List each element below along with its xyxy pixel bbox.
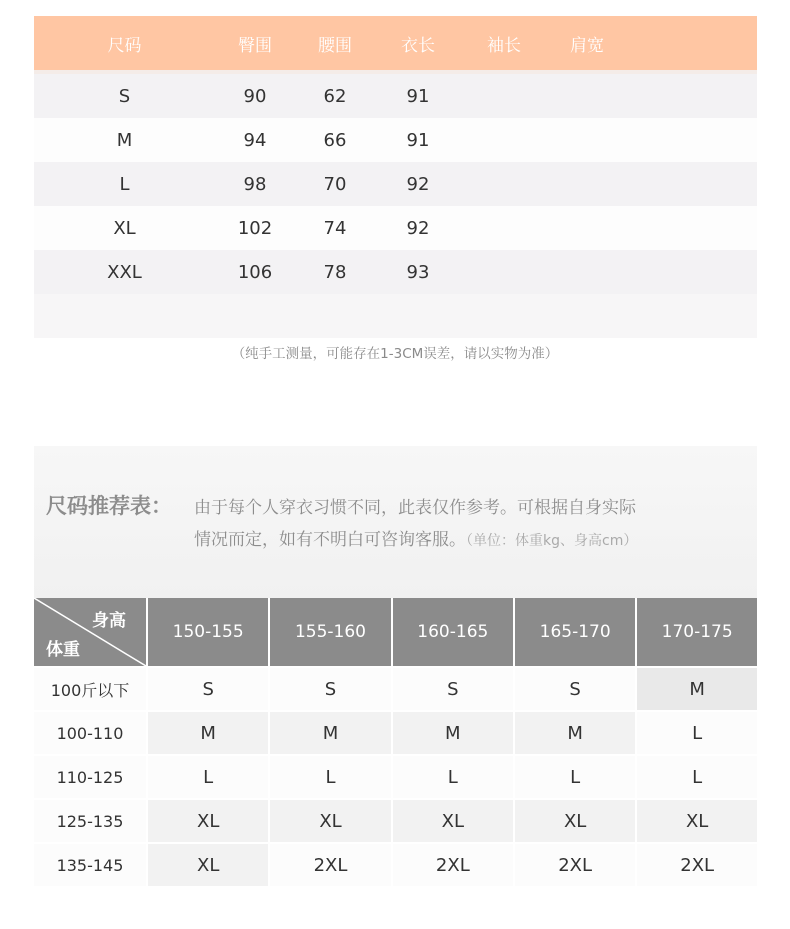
size-cell: 93 — [406, 261, 430, 283]
size-cell: XL — [113, 217, 136, 239]
size-cell: XXL — [107, 261, 142, 283]
size-cell: L — [119, 173, 130, 195]
recommendation-row — [34, 755, 757, 799]
header-size: 尺码 — [107, 35, 142, 56]
size-cell: 62 — [323, 85, 347, 107]
recommended-size-cell: M — [392, 711, 514, 755]
recommended-size-cell: S — [147, 667, 269, 711]
recommended-size-cell: L — [392, 755, 514, 799]
recommended-size-cell: 2XL — [392, 843, 514, 886]
recommendation-title: 尺码推荐表： — [46, 494, 172, 518]
header-shoulder: 肩宽 — [570, 35, 604, 56]
size-cell: 66 — [323, 129, 347, 151]
size-cell: 94 — [243, 129, 267, 151]
recommended-size-cell: M — [269, 711, 391, 755]
corner-weight-label: 体重 — [46, 640, 80, 660]
size-row — [34, 74, 757, 118]
size-cell: 78 — [323, 261, 347, 283]
recommendation-text-line2 — [194, 525, 637, 550]
recommended-size-cell: 2XL — [269, 843, 391, 886]
header-waist: 腰围 — [318, 35, 352, 56]
size-cell: M — [116, 129, 133, 151]
size-cell: 106 — [237, 261, 273, 283]
recommendation-text-line1: 由于每个人穿衣习惯不同，此表仅作参考。可根据自身实际 — [194, 498, 636, 518]
recommended-size-cell: 2XL — [636, 843, 757, 886]
size-row — [34, 118, 757, 162]
recommended-size-cell: M — [636, 667, 757, 711]
recommended-size-cell: L — [636, 711, 757, 755]
size-cell: 90 — [243, 85, 267, 107]
recommended-size-cell: S — [514, 667, 636, 711]
size-cell: 92 — [406, 217, 430, 239]
header-length: 衣长 — [401, 35, 435, 56]
weight-cell: 100-110 — [34, 711, 147, 755]
recommended-size-cell: XL — [514, 799, 636, 843]
size-cell: 102 — [237, 217, 273, 239]
size-cell: S — [118, 85, 131, 107]
height-header: 170-175 — [636, 598, 757, 667]
recommendation-panel — [34, 446, 757, 598]
recommended-size-cell: XL — [147, 799, 269, 843]
recommendation-row — [34, 843, 757, 886]
recommendation-text-line2-main: 情况而定，如有不明白可咨询客服。 — [194, 530, 466, 550]
weight-cell: 125-135 — [34, 799, 147, 843]
size-note: （纯手工测量，可能存在1-3CM误差，请以实物为准） — [231, 346, 559, 362]
corner-height-label: 身高 — [92, 611, 126, 631]
recommendation-table-header — [34, 598, 757, 667]
recommended-size-cell: XL — [269, 799, 391, 843]
recommended-size-cell: XL — [392, 799, 514, 843]
recommended-size-cell: M — [514, 711, 636, 755]
size-row — [34, 206, 757, 250]
size-cell: 70 — [323, 173, 347, 195]
size-chart-body — [34, 74, 757, 294]
weight-cell: 110-125 — [34, 755, 147, 799]
height-header: 155-160 — [269, 598, 391, 667]
size-row — [34, 162, 757, 206]
size-row — [34, 250, 757, 294]
size-cell: 91 — [406, 129, 430, 151]
recommendation-row — [34, 799, 757, 843]
recommended-size-cell: L — [514, 755, 636, 799]
size-chart-header — [34, 16, 757, 74]
recommendation-row — [34, 667, 757, 711]
header-sleeve: 袖长 — [487, 35, 521, 56]
size-cell: 74 — [323, 217, 347, 239]
recommended-size-cell: S — [269, 667, 391, 711]
corner-cell — [34, 598, 147, 667]
header-hip: 臀围 — [238, 35, 272, 56]
weight-cell: 100斤以下 — [34, 667, 147, 711]
size-cell: 92 — [406, 173, 430, 195]
recommendation-table-body — [34, 667, 757, 886]
recommended-size-cell: XL — [636, 799, 757, 843]
height-header: 160-165 — [392, 598, 514, 667]
size-cell: 98 — [243, 173, 267, 195]
size-chart — [34, 16, 757, 338]
unit-note: （单位：体重kg、身高cm） — [466, 533, 638, 549]
recommended-size-cell: L — [147, 755, 269, 799]
height-header: 165-170 — [514, 598, 636, 667]
weight-cell: 135-145 — [34, 843, 147, 886]
recommended-size-cell: L — [636, 755, 757, 799]
size-chart-empty-row — [34, 294, 757, 338]
recommended-size-cell: L — [269, 755, 391, 799]
size-cell: 91 — [406, 85, 430, 107]
recommendation-table — [34, 598, 757, 886]
recommended-size-cell: S — [392, 667, 514, 711]
recommended-size-cell: M — [147, 711, 269, 755]
height-header: 150-155 — [147, 598, 269, 667]
recommendation-row — [34, 711, 757, 755]
recommended-size-cell: XL — [147, 843, 269, 886]
recommended-size-cell: 2XL — [514, 843, 636, 886]
